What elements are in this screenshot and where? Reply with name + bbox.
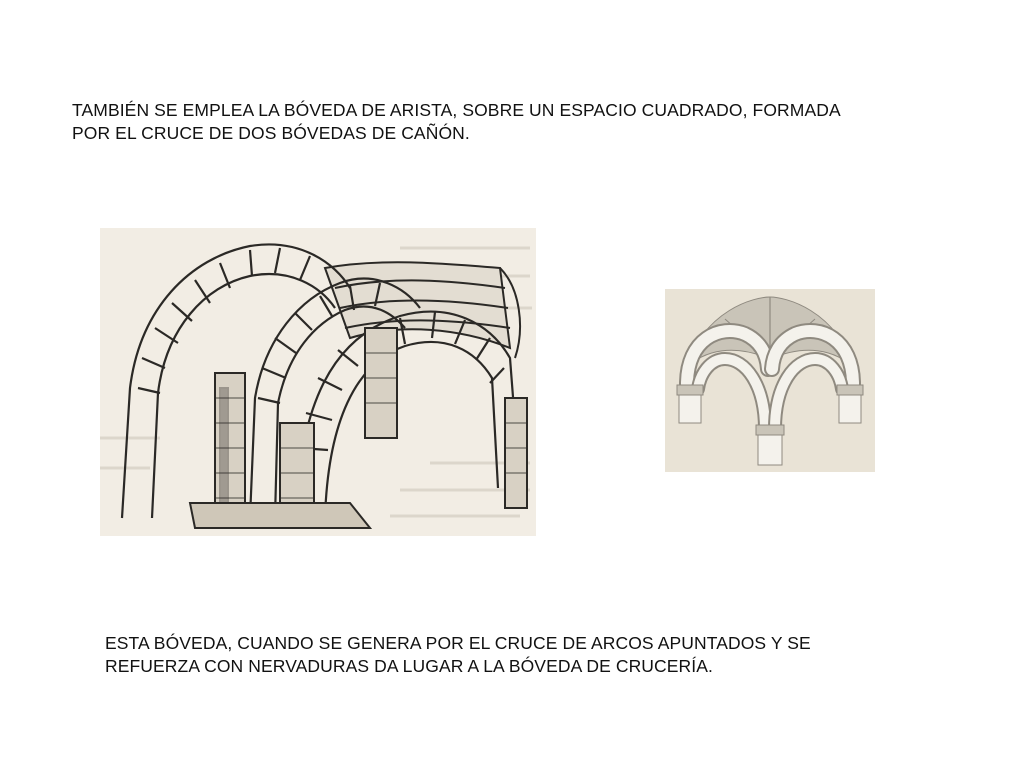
paragraph-bottom-line-2: REFUERZA CON NERVADURAS DA LUGAR A LA BÓVEDA DE CRUCERÍA.	[105, 656, 713, 676]
paragraph-top-line-2: POR EL CRUCE DE DOS BÓVEDAS DE CAÑÓN.	[72, 123, 470, 143]
paragraph-bottom-line-1: ESTA BÓVEDA, CUANDO SE GENERA POR EL CRUCE DE ARCOS APUNTADOS Y SE	[105, 633, 811, 653]
groin-vault-sketch-icon	[100, 228, 536, 536]
paragraph-bottom	[105, 632, 985, 678]
paragraph-top	[72, 99, 972, 145]
paragraph-top-line-1: TAMBIÉN SE EMPLEA LA BÓVEDA DE ARISTA, SOBRE UN ESPACIO CUADRADO, FORMADA	[72, 100, 841, 120]
rib-vault-render-icon	[665, 289, 875, 472]
